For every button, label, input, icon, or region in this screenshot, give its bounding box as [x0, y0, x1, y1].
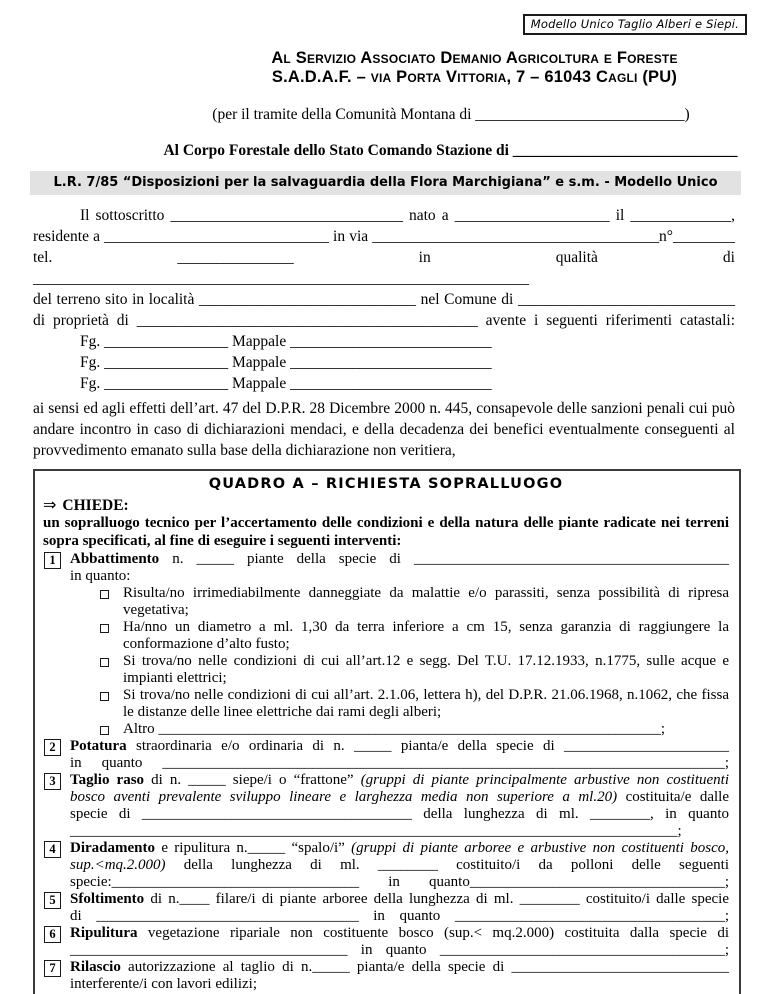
- checkbox-label: Risulta/no irrimediabilmente danneggiate da malattie e/o parassiti, senza possibilità di ripresa vegetativa;: [123, 585, 729, 618]
- form-line: [33, 310, 735, 331]
- checkbox-label: Ha/nno un diametro a ml. 1,30 da terra inferiore a cm 15, senza garanzia di raggiungere la conformazione d’alto fusto;: [123, 619, 729, 652]
- quadro-a-title: QUADRO A – RICHIESTA SOPRALLUOGO: [208, 476, 564, 492]
- form-line-segment: di proprietà di ____________________________________________ avente i seguenti riferimenti catastali:: [33, 312, 735, 329]
- form-line-segment: Sfoltimento: [70, 891, 145, 907]
- recipient-line-2: S.A.D.A.F. – via Porta Vittoria, 7 – 61043 Cagli (PU): [271, 68, 678, 86]
- quadro-item-3: [43, 772, 729, 840]
- form-line-segment: Rilascio: [70, 959, 121, 975]
- form-line-segment: interferente/i con lavori edilizi;: [70, 976, 258, 992]
- form-line-segment: (gruppi di piante arboree e arbustive non costituenti bosco,: [351, 840, 730, 856]
- form-line-segment: Fg. ________________ Mappale __________________________: [80, 375, 492, 392]
- law-banner: L.R. 7/85 “Disposizioni per la salvaguardia della Flora Marchigiana” e s.m. - Modello Unico: [30, 171, 741, 195]
- form-line-segment: n. _____ piante della specie di __________________________________________: [159, 551, 729, 567]
- checkbox-option: [70, 619, 729, 653]
- form-line: [70, 789, 729, 806]
- form-line: [33, 331, 735, 352]
- item-text: [70, 959, 729, 993]
- form-line-segment: di ___________________________________ in quanto ____________________________________;: [70, 908, 729, 924]
- form-line-segment: Potatura: [70, 738, 127, 754]
- applicant-details-block: [33, 205, 735, 331]
- form-line-segment: specie di ____________________________________ della lunghezza di ml. ________, in quanto: [70, 806, 729, 822]
- form-line-segment: residente a _____________________________ in via _____________________________________n°________: [33, 228, 735, 245]
- form-line: [70, 806, 729, 823]
- checkbox-icon: [100, 658, 109, 667]
- form-line-segment: Fg. ________________ Mappale __________________________: [80, 333, 492, 350]
- form-line-segment: della lunghezza di ml. ________ costituito/i da polloni delle seguenti: [165, 857, 729, 873]
- checkbox-option: [70, 721, 729, 738]
- form-line-segment: del terreno sito in località ____________________________ nel Comune di ____________________________: [33, 291, 735, 308]
- form-line: [70, 772, 729, 789]
- quadro-item-7: [43, 959, 729, 993]
- quadro-item-2: [43, 738, 729, 772]
- checkbox-label: Si trova/no nelle condizioni di cui all’art. 2.1.06, lettera h), del D.P.R. 21.06.1968, n.1062, che fissa le distanze delle linee elettriche dai rami degli alberi;: [123, 687, 729, 720]
- form-line-segment: costituita/e dalle: [617, 789, 729, 805]
- item-number-box: 3: [44, 773, 61, 790]
- chiede-line: [43, 495, 729, 515]
- tramite-line: (per il tramite della Comunità Montana di ___________________________): [212, 106, 690, 123]
- checkbox-icon: [100, 692, 109, 701]
- form-line: [70, 925, 729, 942]
- item-text: [70, 840, 729, 891]
- form-line-segment: vegetazione ripariale non costituente bosco (sup.< mq.2.000) costituita dalla specie di: [137, 925, 729, 941]
- item-text: [70, 551, 729, 738]
- form-line: [70, 551, 729, 568]
- item-number-box: 6: [44, 926, 61, 943]
- form-line-segment: autorizzazione al taglio di n._____ pianta/e della specie di _____________________________: [120, 959, 729, 975]
- form-line: [33, 226, 735, 247]
- checkbox-label: Altro ___________________________________________________________________;: [123, 721, 666, 737]
- form-line-segment: Taglio raso: [70, 772, 145, 788]
- form-line-segment: straordinaria e/o ordinaria di n. _____ pianta/e della specie di ______________________: [126, 738, 729, 754]
- quadro-item-4: [43, 840, 729, 891]
- form-line-segment: (gruppi di piante principalmente arbustive non costituenti: [360, 772, 729, 788]
- form-line-segment: Abbattimento: [70, 551, 160, 567]
- checkbox-option: [70, 653, 729, 687]
- item-text: [70, 891, 729, 925]
- form-line: [70, 823, 729, 840]
- item-number-box: 1: [44, 552, 61, 569]
- form-line-segment: di n. _____ siepe/i o “frattone”: [144, 772, 361, 788]
- quadro-item-1: [43, 551, 729, 738]
- cadastral-references-block: [33, 331, 735, 394]
- form-line-segment: specie:_________________________________ in quanto__________________________________;: [70, 874, 729, 890]
- form-line: [70, 840, 729, 857]
- form-line: [70, 959, 729, 976]
- form-line-segment: Diradamento: [70, 840, 155, 856]
- double-arrow-icon: ⇒: [43, 495, 57, 514]
- form-line: [33, 289, 735, 310]
- request-paragraph: un sopralluogo tecnico per l’accertamento delle condizioni e della natura delle piante radicate nei terreni sopra specificati, al fine di eseguire i seguenti interventi:: [43, 515, 729, 549]
- form-line: [70, 755, 729, 772]
- form-line: [70, 568, 729, 585]
- item-text: [70, 925, 729, 959]
- form-model-tag: [523, 14, 747, 35]
- checkbox-option: [70, 585, 729, 619]
- form-line-segment: bosco aventi prevalente sviluppo lineare e larghezza media non superiore a ml.20): [70, 789, 618, 805]
- form-line-segment: in quanto:: [70, 568, 131, 584]
- item-number-box: 7: [44, 960, 61, 977]
- form-line: [70, 738, 729, 755]
- form-line-segment: _________________________________________________________________________________;: [70, 823, 682, 839]
- recipient-line-1: Al Servizio Associato Demanio Agricoltura e Foreste: [271, 49, 678, 67]
- form-line-segment: tel. _______________ in qualità di ________________________________________________________________: [33, 249, 735, 287]
- form-line: [70, 891, 729, 908]
- item-number-box: 5: [44, 892, 61, 909]
- checkbox-icon: [100, 726, 109, 735]
- quadro-item-6: [43, 925, 729, 959]
- declaration-paragraph: ai sensi ed agli effetti dell’art. 47 del D.P.R. 28 Dicembre 2000 n. 445, consapevole delle sanzioni penali cui può andare incontro in caso di dichiarazioni mendaci, e della decadenza dei benefici eventualmente conseguenti al provvedimento emanato sulla base della dichiarazione non veritiera,: [33, 400, 735, 459]
- quadro-a-box: [33, 469, 741, 994]
- form-line: [33, 205, 735, 226]
- form-line-segment: _____________________________________ in quanto ______________________________________;: [70, 942, 729, 958]
- form-line-segment: di n.____ filare/i di piante arboree della lunghezza di ml. ________ costituito/i dalle specie: [144, 891, 729, 907]
- form-line-segment: e ripulitura n._____ “spalo/i”: [155, 840, 352, 856]
- item-number-box: 2: [44, 739, 61, 756]
- form-line: [70, 976, 729, 993]
- chiede-label: CHIEDE:: [62, 497, 129, 514]
- item-text: [70, 738, 729, 772]
- checkbox-option: [70, 687, 729, 721]
- item-number-box: 4: [44, 841, 61, 858]
- form-line: [70, 942, 729, 959]
- item-text: [70, 772, 729, 840]
- form-line: [70, 874, 729, 891]
- checkbox-icon: [100, 624, 109, 633]
- form-line: [33, 247, 735, 289]
- form-line-segment: Ripulitura: [70, 925, 138, 941]
- form-model-tag-text: Modello Unico Taglio Alberi e Siepi.: [530, 17, 739, 31]
- corpo-forestale-line: Al Corpo Forestale dello Stato Comando Stazione di _____________________________: [163, 142, 738, 159]
- form-line: [33, 352, 735, 373]
- form-line-segment: Il sottoscritto ______________________________ nato a ____________________ il _____________,: [80, 207, 735, 224]
- quadro-item-5: [43, 891, 729, 925]
- form-line-segment: in quanto ___________________________________________________________________________;: [70, 755, 729, 771]
- checkbox-icon: [100, 590, 109, 599]
- checkbox-label: Si trova/no nelle condizioni di cui all’art.12 e segg. Del T.U. 17.12.1933, n.1775, sulle acque e impianti elettrici;: [123, 653, 729, 686]
- form-line: [70, 857, 729, 874]
- recipient-heading: [214, 49, 735, 87]
- form-line-segment: Fg. ________________ Mappale __________________________: [80, 354, 492, 371]
- form-line-segment: sup.<mq.2.000): [70, 857, 166, 873]
- form-line: [33, 373, 735, 394]
- form-line: [70, 908, 729, 925]
- quadro-items: [43, 551, 729, 994]
